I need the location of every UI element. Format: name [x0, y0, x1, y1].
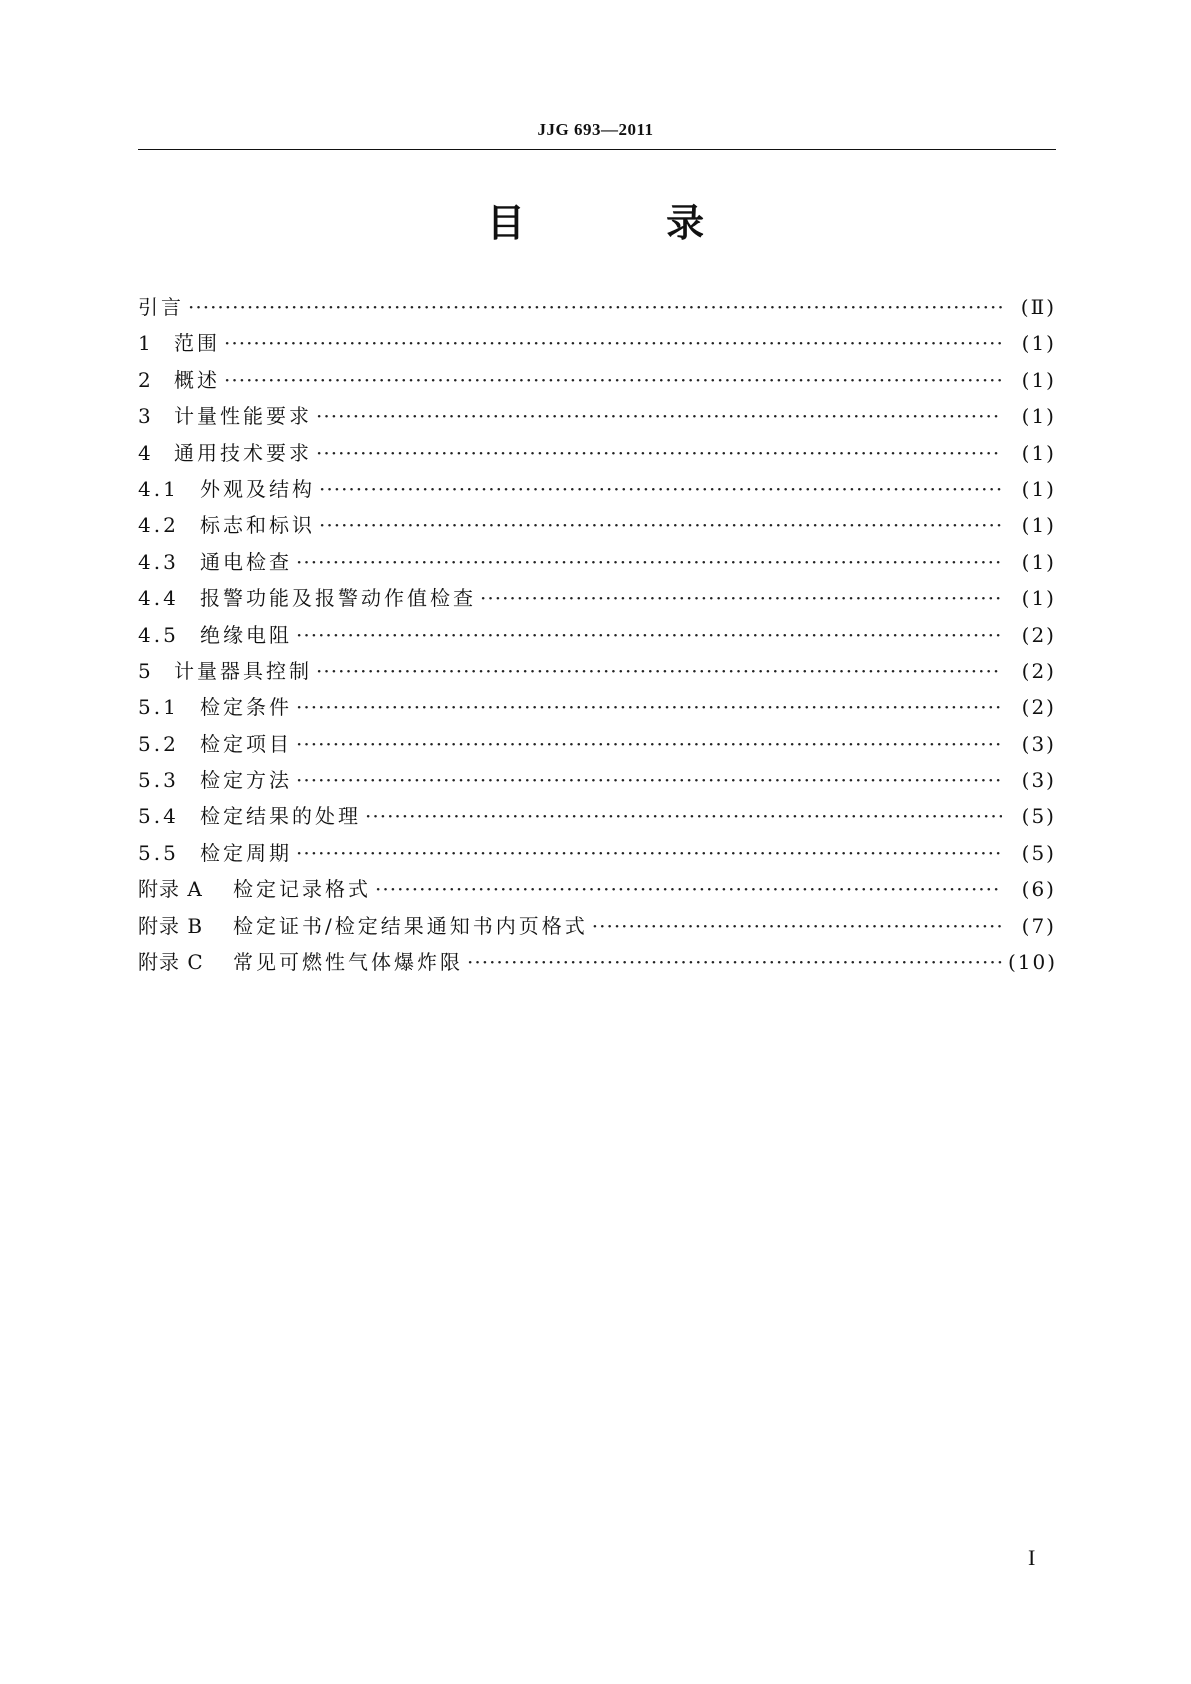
toc-entry-number: 附录 A	[138, 877, 203, 902]
toc-entry[interactable]	[138, 580, 1056, 616]
toc-entry-title: 绝缘电阻	[200, 622, 292, 647]
toc-entry-title: 计量性能要求	[174, 404, 312, 429]
toc-entry-title: 计量器具控制	[174, 658, 312, 683]
toc-entry-page: (2)	[1021, 695, 1056, 720]
toc-entry[interactable]	[138, 798, 1056, 834]
toc-entry-number: 2	[138, 367, 154, 392]
toc-entry-number: 5	[138, 658, 154, 683]
toc-dot-leader	[467, 944, 1002, 980]
toc-entry-page: (1)	[1021, 476, 1056, 501]
toc-dot-leader	[296, 726, 1002, 762]
toc-entry-title: 标志和标识	[200, 513, 315, 538]
toc-entry-number: 5.2	[138, 731, 179, 756]
toc-entry[interactable]	[138, 689, 1056, 725]
toc-entry-number: 4.3	[138, 549, 179, 574]
toc-entry-page: (7)	[1021, 913, 1056, 938]
toc-entry-number: 附录 B	[138, 913, 204, 938]
toc-entry-page: (1)	[1021, 549, 1056, 574]
toc-entry-title: 概述	[174, 367, 220, 392]
toc-entry[interactable]	[138, 289, 1056, 325]
toc-dot-leader	[592, 908, 1002, 944]
toc-dot-leader	[316, 435, 1002, 471]
toc-entry-page: (5)	[1021, 804, 1056, 829]
toc-dot-leader	[224, 325, 1002, 361]
toc-entry-number: 4.2	[138, 513, 179, 538]
toc-entry-title: 检定记录格式	[233, 877, 371, 902]
toc-dot-leader	[296, 544, 1002, 580]
toc-dot-leader	[224, 362, 1002, 398]
toc-dot-leader	[316, 398, 1002, 434]
toc-entry-title: 检定条件	[200, 695, 292, 720]
toc-entry[interactable]	[138, 908, 1056, 944]
toc-dot-leader	[296, 835, 1002, 871]
toc-entry[interactable]	[138, 617, 1056, 653]
toc-entry-number: 附录 C	[138, 950, 204, 975]
toc-entry-number: 4.4	[138, 586, 179, 611]
toc-entry-number: 4.5	[138, 622, 179, 647]
toc-entry[interactable]	[138, 944, 1056, 980]
table-of-contents	[138, 289, 1056, 980]
toc-entry[interactable]	[138, 726, 1056, 762]
toc-entry[interactable]	[138, 871, 1056, 907]
toc-entry-number: 5.3	[138, 768, 179, 793]
toc-entry-number: 4	[138, 440, 154, 465]
toc-entry-title: 引言	[138, 295, 184, 319]
toc-entry-page: (6)	[1021, 877, 1056, 902]
toc-dot-leader	[319, 471, 1002, 507]
toc-entry[interactable]	[138, 507, 1056, 543]
toc-entry-number: 5.5	[138, 840, 179, 865]
toc-entry-number: 1	[138, 331, 154, 356]
toc-entry-page: (3)	[1021, 768, 1056, 793]
toc-dot-leader	[188, 289, 1002, 325]
toc-entry-title: 检定方法	[200, 768, 292, 793]
toc-entry-page: (1)	[1021, 331, 1056, 356]
toc-entry-page: (1)	[1021, 586, 1056, 611]
header-divider	[138, 149, 1056, 150]
toc-dot-leader	[375, 871, 1002, 907]
toc-entry[interactable]	[138, 762, 1056, 798]
page-header: JJG 693—2011	[537, 120, 654, 139]
toc-entry-number: 5.1	[138, 695, 179, 720]
toc-entry[interactable]	[138, 362, 1056, 398]
toc-entry[interactable]	[138, 325, 1056, 361]
toc-entry-page: (2)	[1021, 622, 1056, 647]
toc-entry[interactable]	[138, 653, 1056, 689]
toc-entry-title: 检定证书/检定结果通知书内页格式	[233, 913, 588, 938]
toc-entry-title: 常见可燃性气体爆炸限	[233, 950, 463, 975]
toc-entry-title: 范围	[174, 331, 220, 356]
page-number: I	[1028, 1545, 1036, 1570]
toc-entry-title: 检定周期	[200, 840, 292, 865]
toc-entry-page: (5)	[1021, 840, 1056, 865]
toc-entry[interactable]	[138, 544, 1056, 580]
toc-entry-page: (1)	[1021, 367, 1056, 392]
toc-entry-page: (1)	[1021, 440, 1056, 465]
toc-entry-title: 通用技术要求	[174, 440, 312, 465]
toc-entry[interactable]	[138, 435, 1056, 471]
toc-entry-title: 检定结果的处理	[200, 804, 361, 829]
toc-entry-page: (Ⅱ)	[1020, 295, 1056, 319]
page-title: 目 录	[486, 201, 769, 245]
toc-entry-page: (10)	[1008, 950, 1058, 975]
toc-entry-page: (1)	[1021, 513, 1056, 538]
toc-entry-page: (2)	[1021, 658, 1056, 683]
toc-dot-leader	[296, 689, 1002, 725]
toc-entry[interactable]	[138, 835, 1056, 871]
toc-entry[interactable]	[138, 471, 1056, 507]
toc-entry-number: 4.1	[138, 476, 179, 501]
toc-entry-title: 外观及结构	[200, 476, 315, 501]
toc-entry-title: 检定项目	[200, 731, 292, 756]
toc-dot-leader	[319, 507, 1002, 543]
toc-dot-leader	[296, 617, 1002, 653]
toc-entry-number: 5.4	[138, 804, 179, 829]
toc-entry[interactable]	[138, 398, 1056, 434]
toc-entry-page: (3)	[1021, 731, 1056, 756]
toc-entry-number: 3	[138, 404, 154, 429]
toc-entry-title: 报警功能及报警动作值检查	[200, 586, 476, 611]
toc-dot-leader	[316, 653, 1002, 689]
toc-dot-leader	[365, 798, 1002, 834]
toc-entry-page: (1)	[1021, 404, 1056, 429]
toc-dot-leader	[480, 580, 1002, 616]
toc-dot-leader	[296, 762, 1002, 798]
toc-entry-title: 通电检查	[200, 549, 292, 574]
